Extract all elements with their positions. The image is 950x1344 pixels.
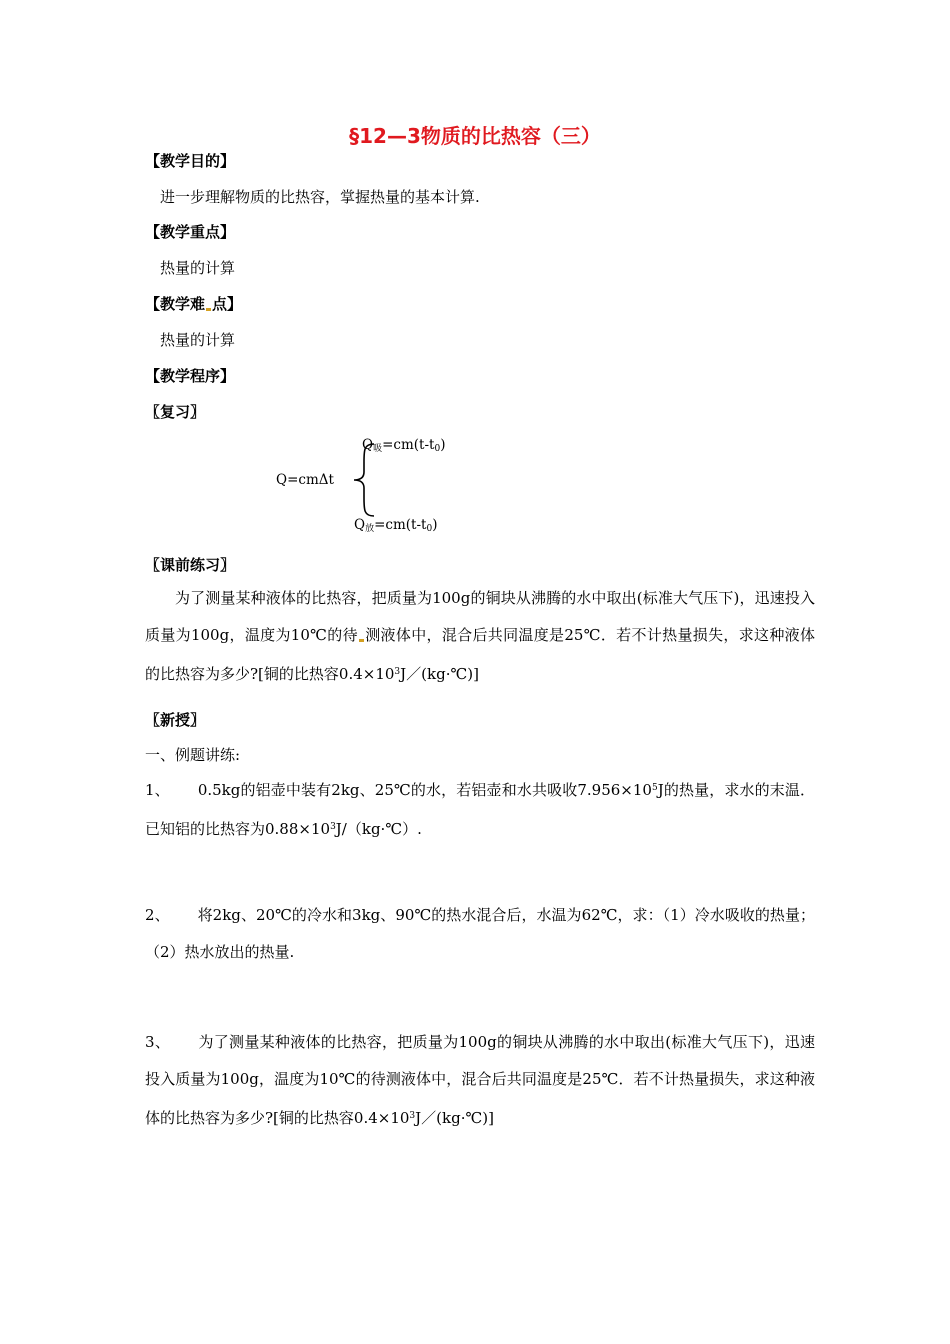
key-point-heading: 【教学重点】 [145, 223, 236, 241]
objective-heading: 【教学目的】 [145, 152, 236, 170]
example-1-text-b: J的热量，求水的末温．已知铝的比热容为0.88×10 [145, 781, 816, 838]
pre-practice-text-1: 为了测量某种液体的比热容，把质量为100g的铜块从沸腾的水中取出(标准大气压下)，迅速投入质量为100g，温度为10℃的待 [145, 589, 815, 644]
formula-absorb-sub0: 0 [434, 444, 441, 454]
example-3-text-b: J／(kg·℃)] [415, 1109, 494, 1127]
formula-absorb-q: Q [362, 437, 374, 453]
example-2-number: 2、 [145, 906, 170, 924]
formula-release-end: ) [432, 517, 438, 533]
example-3 [145, 1024, 815, 1137]
curly-brace-icon [350, 440, 383, 520]
example-1-text-c: J/（kg·℃）. [335, 820, 422, 838]
pre-practice-text-2: 测液体中，混合后共同温度是25℃．若不计热量损失，求这种液体的比热容为多少?[铜的比热容0.4×10 [145, 626, 815, 683]
pre-practice-text-3: J／(kg·℃)] [400, 665, 479, 683]
formula-release-sub: 放 [365, 524, 375, 534]
pre-practice-exponent: 3 [394, 667, 401, 677]
formula-release [354, 517, 437, 534]
formula-release-rhs: =cm(t-t [374, 517, 427, 533]
example-2 [145, 897, 815, 971]
difficulty-heading-part-b: 点】 [212, 295, 243, 313]
revision-mark [206, 308, 211, 311]
revision-mark [359, 639, 364, 642]
example-3-number: 3、 [145, 1033, 171, 1051]
example-1 [145, 770, 815, 848]
objective-text: 进一步理解物质的比热容，掌握热量的基本计算. [160, 188, 480, 206]
example-2-text: 将2kg、20℃的冷水和3kg、90℃的热水混合后，水温为62℃，求：（1）冷水吸收的热量；（2）热水放出的热量. [145, 906, 815, 961]
difficulty-text: 热量的计算 [160, 331, 236, 349]
formula-absorb-rhs: =cm(t-t [382, 437, 435, 453]
examples-intro: 一、例题讲练: [145, 746, 241, 764]
pre-practice-paragraph [145, 580, 815, 693]
formula-main: Q=cmΔt [276, 472, 334, 488]
formula-release-q: Q [354, 517, 366, 533]
pre-practice-heading: 〖课前练习〗 [145, 556, 236, 574]
formula-release-sub0: 0 [426, 524, 433, 534]
key-point-text: 热量的计算 [160, 259, 236, 277]
page-title: §12—3物质的比热容（三） [349, 124, 601, 148]
example-1-number: 1、 [145, 781, 170, 799]
new-lesson-heading: 〖新授〗 [145, 711, 206, 729]
formula-absorb-end: ) [440, 437, 446, 453]
example-3-exp-a: 3 [409, 1111, 416, 1121]
example-1-exp-a: 5 [651, 783, 658, 793]
formula-absorb-sub: 吸 [373, 444, 383, 454]
example-1-text-a: 0.5kg的铝壶中装有2kg、25℃的水，若铝壶和水共吸收7.956×10 [197, 781, 652, 799]
example-1-exp-b: 3 [330, 822, 336, 832]
procedure-heading: 【教学程序】 [145, 367, 236, 385]
difficulty-heading-part-a: 【教学难 [145, 295, 206, 313]
review-heading: 〖复习〗 [145, 403, 206, 421]
example-3-text-a: 为了测量某种液体的比热容，把质量为100g的铜块从沸腾的水中取出(标准大气压下)，迅速投入质量为100g，温度为10℃的待测液体中，混合后共同温度是25℃．若不计热量损失，求这种液体的比热容为多少?[铜的比热容0.4×10 [145, 1033, 815, 1127]
difficulty-heading [145, 293, 242, 314]
